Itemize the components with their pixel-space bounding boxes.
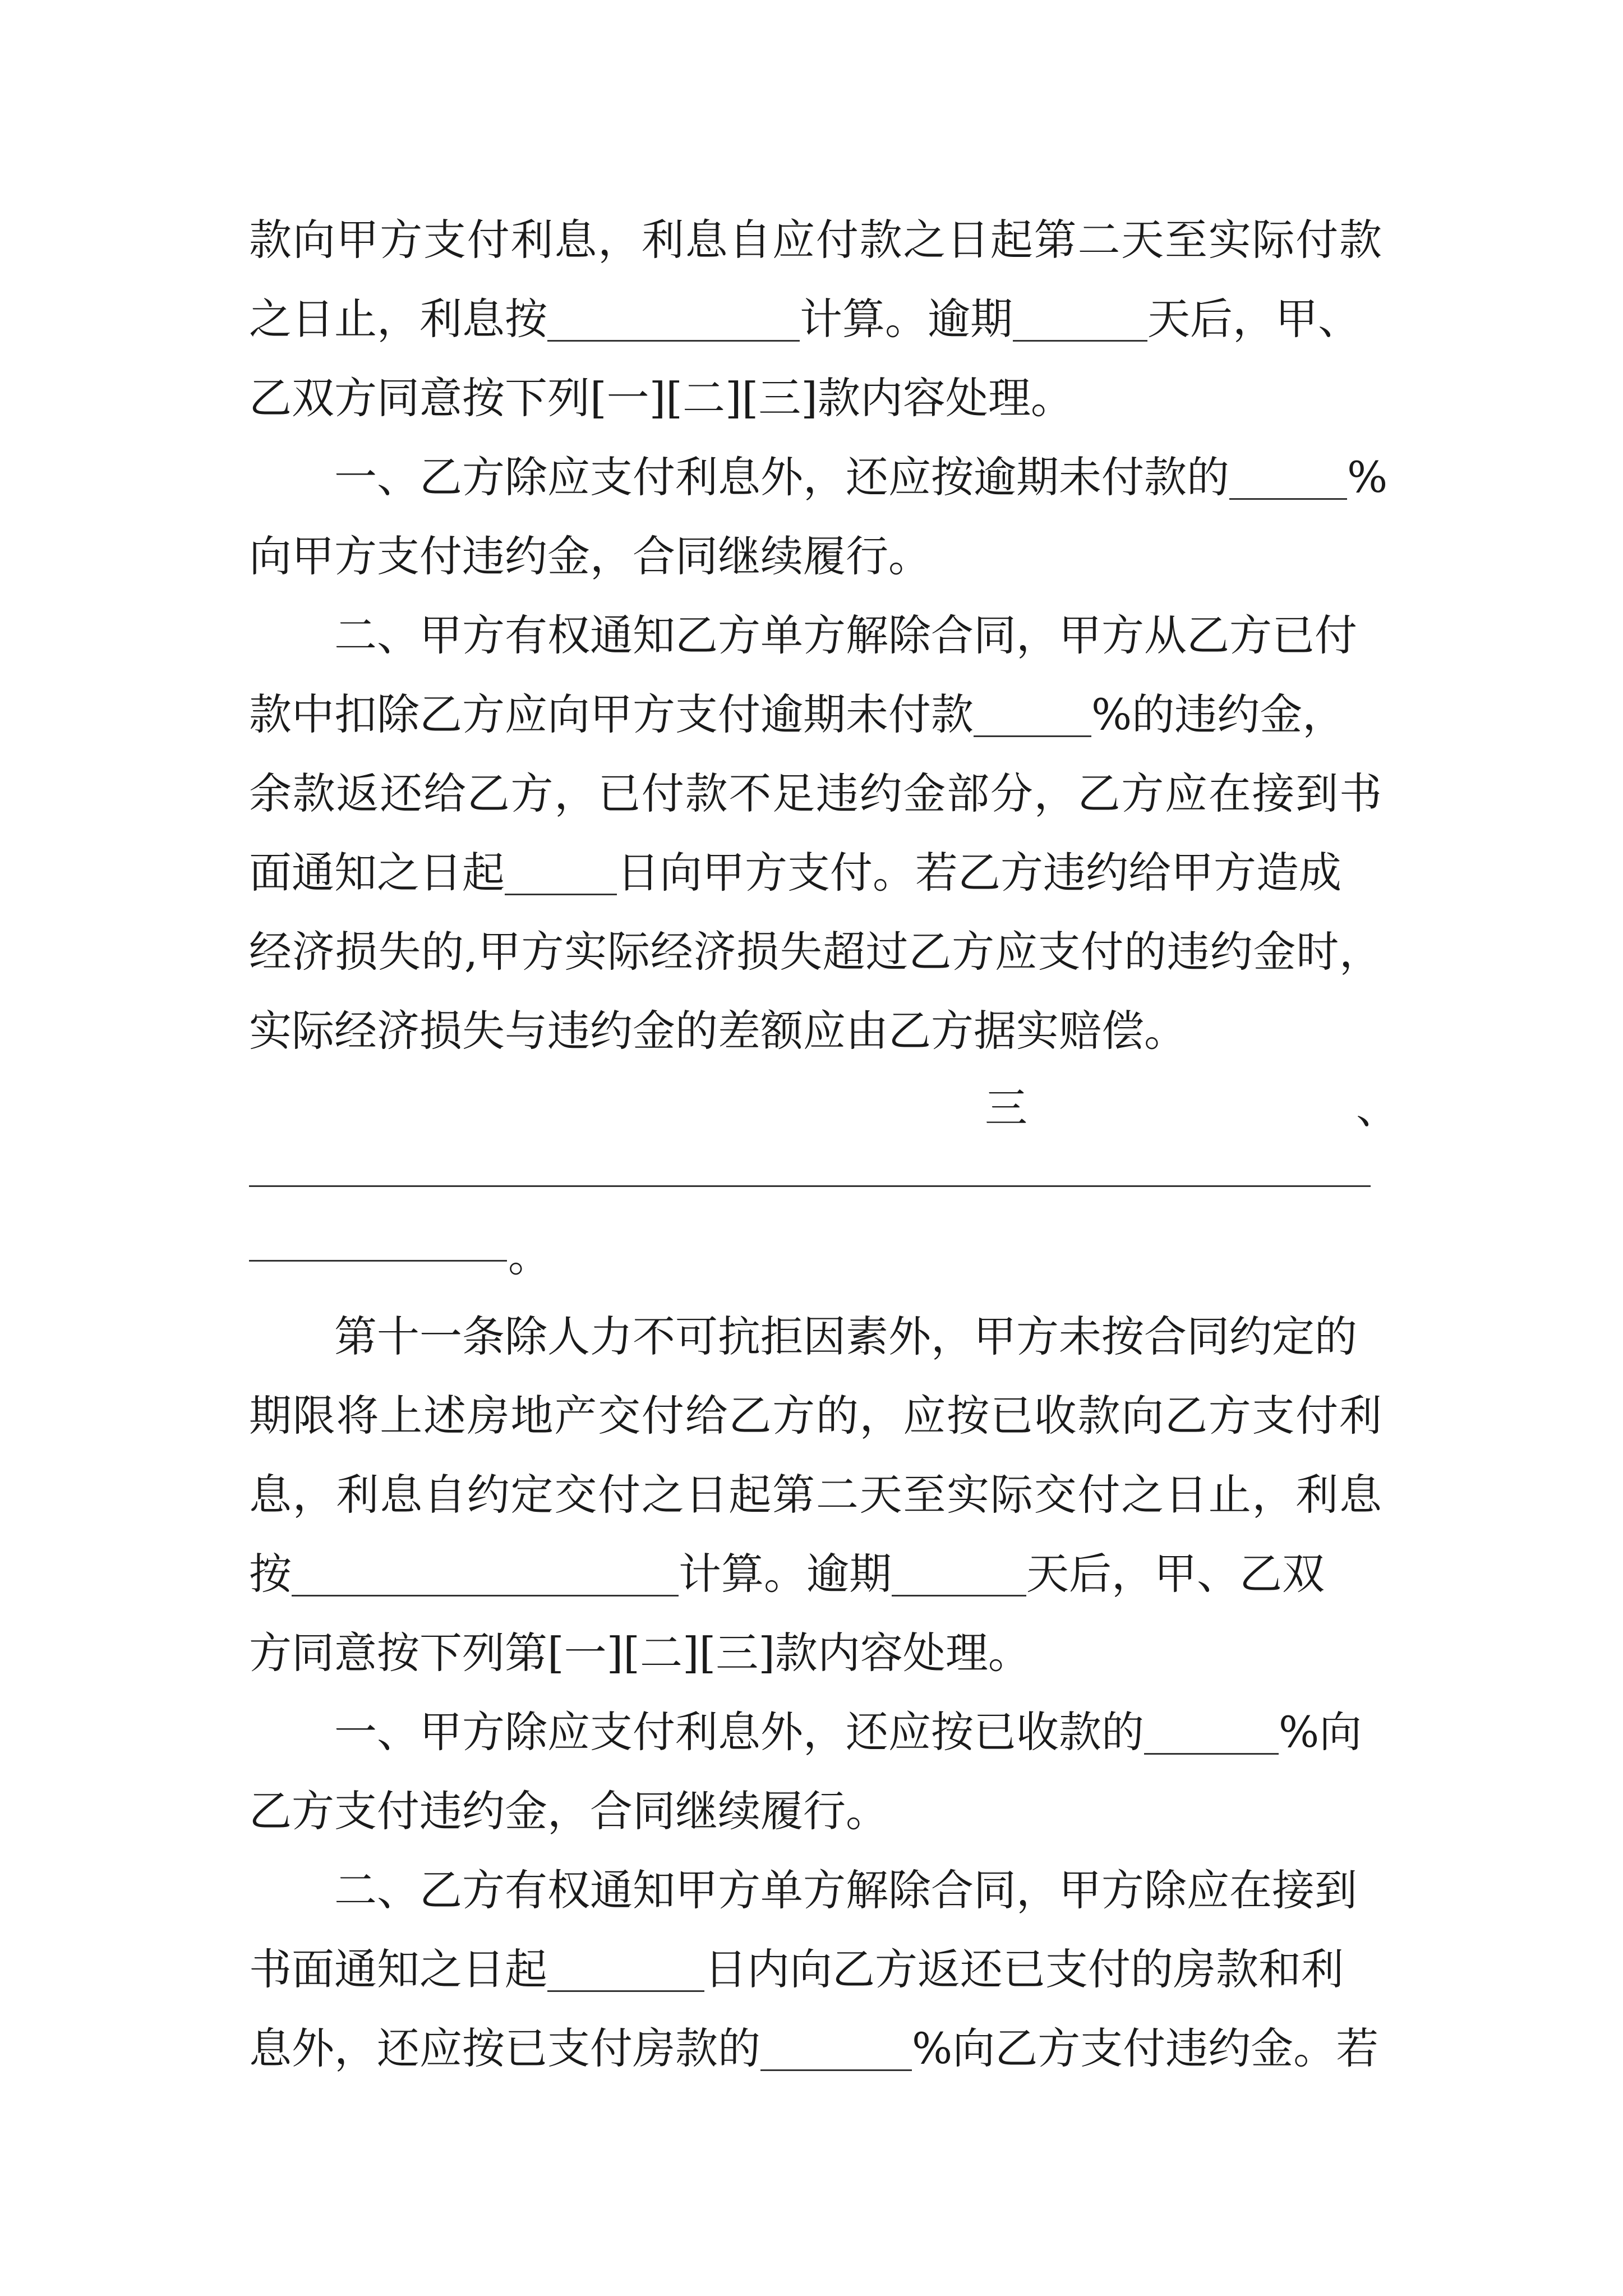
text-line: 乙方支付违约金，合同继续履行。 xyxy=(249,1786,888,1836)
text-line: 按 计算。逾期 天后，甲、乙双 xyxy=(249,1549,1325,1599)
fill-blank xyxy=(1144,1752,1279,1755)
text-line: 一、乙方除应支付利息外，还应按逾期未付款的 % xyxy=(334,452,1388,502)
text-line: 向甲方支付违约金，合同继续履行。 xyxy=(249,531,931,581)
fill-line xyxy=(249,1260,507,1262)
text-line: 二、甲方有权通知乙方单方解除合同，甲方从乙方已付 xyxy=(334,610,1357,660)
text-line: 方同意按下列第[一][二][三]款内容处理。 xyxy=(249,1628,1031,1678)
text-line: 息外，还应按已支付房款的 %向乙方支付违约金。若 xyxy=(249,2023,1379,2073)
fill-blank xyxy=(760,2069,912,2071)
text-line: 余款返还给乙方，已付款不足违约金部分，乙方应在接到书 xyxy=(249,769,1382,818)
text-line: 书面通知之日起 日内向乙方返还已支付的房款和利 xyxy=(249,1944,1344,1994)
fill-blank xyxy=(505,893,617,895)
fill-blank xyxy=(547,339,800,342)
fill-blank xyxy=(974,735,1091,737)
text-line: 经济损失的,甲方实际经济损失超过乙方应支付的违约金时， xyxy=(249,927,1382,977)
text-line: 乙双方同意按下列[一][二][三]款内容处理。 xyxy=(249,373,1073,423)
punctuation: 、 xyxy=(1356,1083,1399,1133)
fill-blank xyxy=(1229,498,1347,500)
text-line: 期限将上述房地产交付给乙方的，应按已收款向乙方支付利 xyxy=(249,1391,1382,1441)
text-line: 之日止，利息按 计算。逾期 天后，甲、 xyxy=(249,294,1361,344)
punctuation: 。 xyxy=(508,1231,551,1281)
text-line: 息，利息自约定交付之日起第二天至实际交付之日止，利息 xyxy=(249,1470,1382,1520)
item-three-label: 三 xyxy=(985,1083,1027,1133)
text-line: 款向甲方支付利息，利息自应付款之日起第二天至实际付款 xyxy=(249,215,1382,265)
text-line: 面通知之日起 日向甲方支付。若乙方违约给甲方造成 xyxy=(249,848,1341,898)
fill-blank xyxy=(292,1594,679,1596)
text-line: 一、甲方除应支付利息外，还应按已收款的 %向 xyxy=(334,1707,1362,1757)
text-line: 第十一条除人力不可抗拒因素外，甲方未按合同约定的 xyxy=(334,1312,1357,1361)
fill-line xyxy=(249,1185,1371,1187)
text-line: 款中扣除乙方应向甲方支付逾期未付款 %的违约金， xyxy=(249,689,1345,739)
text-line: 二、乙方有权通知甲方单方解除合同，甲方除应在接到 xyxy=(334,1865,1357,1915)
fill-blank xyxy=(892,1594,1026,1596)
text-line: 实际经济损失与违约金的差额应由乙方据实赔偿。 xyxy=(249,1006,1187,1056)
fill-blank xyxy=(547,1990,704,1992)
fill-blank xyxy=(1013,339,1147,342)
